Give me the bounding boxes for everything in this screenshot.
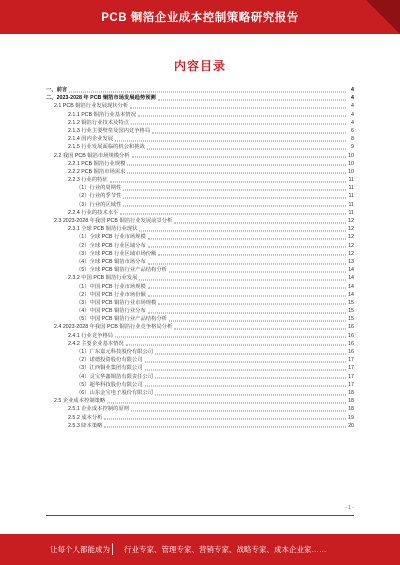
toc-leader-dots [174,222,346,223]
toc-entry[interactable] [46,364,354,372]
toc-entry-page: 18 [348,406,354,413]
toc-entry-page: 10 [348,168,354,175]
toc-entry[interactable] [46,250,354,258]
toc-leader-dots [155,353,346,354]
toc-entry-page: 4 [351,119,354,126]
toc-entry[interactable] [46,184,354,192]
toc-leader-dots [148,312,346,313]
toc-entry-label: 2.2 我国 PCB 铜箔市场规模分析 [54,152,130,159]
toc-entry[interactable] [46,176,354,184]
toc-entry-page: 16 [348,340,354,347]
toc-entry[interactable] [46,233,354,241]
toc-entry[interactable] [46,135,354,143]
toc-entry[interactable] [46,414,354,422]
toc-entry-page: 16 [348,324,354,331]
toc-leader-dots [169,271,346,272]
toc-entry[interactable] [46,356,354,364]
toc-entry[interactable] [46,119,354,127]
toc-leader-dots [147,148,346,149]
toc-leader-dots [148,263,346,264]
toc-entry-page: 10 [348,152,354,159]
toc-entry[interactable] [46,168,354,176]
toc-leader-dots [169,320,346,321]
toc-entry-label: 2.2.1 PCB 铜箔行业规模 [68,160,126,167]
toc-entry-page: 15 [348,299,354,306]
footer-slogan-right: 行业专家、管理专家、营销专家、战略专家、成本企业家…… [124,545,327,554]
toc-leader-dots [145,369,346,370]
toc-entry-label: 2.2.4 行业的技术水平 [68,209,119,216]
toc-entry-label: 2.5.3 降本策略 [68,422,103,429]
toc-entry-page: 11 [348,177,354,184]
toc-entry-label: 2.1.1 PCB 铜箔行业基本情况 [68,111,136,118]
toc-entry-page: 16 [348,349,354,355]
toc-entry-label: 2.4 2023-2028 年我国 PCB 铜箔行业竞争格局分析 [54,324,173,331]
toc-entry-page: 4 [351,103,354,110]
toc-leader-dots [120,214,346,215]
toc-entry-label: （2）行业的季节性 [76,193,122,200]
footer-divider [46,515,354,516]
toc-entry-label: （3）江西铜业集团有限公司 [76,365,143,372]
toc-entry-page: 19 [348,414,354,421]
toc-entry[interactable] [46,283,354,291]
toc-leader-dots [148,247,346,248]
toc-entry-label: 2.5.2 成本分析 [68,414,103,421]
toc-entry-page: 8 [351,136,354,143]
toc-entry-page: 17 [348,365,354,372]
toc-entry-page: 4 [351,95,354,102]
toc-entry-label: 2.1 PCB 铜箔行业发展现状分析 [54,103,129,110]
toc-entry-label: （3）全球 PCB 行业区域市场份额 [76,250,157,257]
toc-entry-page: 17 [348,373,354,380]
toc-entry-page: 12 [348,250,354,257]
footer-slogan-left: 让每个人都能成为 [50,545,110,554]
toc-entry[interactable] [46,381,354,389]
toc-entry-label: （4）全球 PCB 铜箔市场分布 [76,258,146,265]
toc-leader-dots [158,99,346,100]
toc-entry-page: 11 [348,185,354,192]
toc-leader-dots [115,337,346,338]
toc-entry-label: （1）行业的周期性 [76,185,122,192]
footer-separator [112,543,113,555]
toc-entry[interactable] [46,86,354,94]
report-title: PCB 铜箔企业成本控制策略研究报告 [101,12,299,24]
toc-leader-dots [145,361,346,362]
table-of-contents [46,86,354,430]
toc-entry-label: 2.3.2 中国 PCB 铜箔行业发展 [68,275,138,282]
toc-entry-page: 9 [351,144,354,151]
toc-entry[interactable] [46,348,354,356]
toc-entry[interactable] [46,266,354,274]
toc-entry-page: 17 [348,381,354,388]
toc-leader-dots [148,296,346,297]
toc-entry-page: 11 [348,193,354,200]
toc-leader-dots [148,238,346,239]
toc-leader-dots [132,157,346,158]
toc-entry-page: 15 [348,308,354,315]
toc-entry-page: 14 [348,291,354,298]
toc-entry-label: 2.4.1 行业竞争格局 [68,332,114,339]
toc-entry-label: （6）山东金宝电子股份有限公司 [76,389,154,396]
toc-leader-dots [130,107,346,108]
toc-leader-dots [69,91,346,92]
toc-entry-page: 12 [348,242,354,249]
toc-entry-label: （2）中国 PCB 行业市场份额 [76,291,146,298]
toc-entry[interactable] [46,111,354,119]
toc-entry-label: 2.1.2 铜箔行业技术及特点 [68,119,129,126]
toc-entry[interactable] [46,192,354,200]
toc-leader-dots [158,304,346,305]
toc-entry-label: 2.1.3 行业主要壁垒及国内竞争格局 [68,127,151,134]
toc-entry-page: 6 [351,127,354,134]
toc-entry[interactable] [46,143,354,151]
toc-entry[interactable] [46,299,354,307]
toc-entry[interactable] [46,209,354,217]
toc-entry-page: 12 [348,226,354,233]
toc-entry-label: （4）中国 PCB 铜箔行业分布 [76,308,146,315]
toc-entry-label: 二、2023-2028 年 PCB 铜箔市场发展趋势预测 [46,95,156,102]
toc-entry-page: 10 [348,160,354,167]
toc-leader-dots [104,427,346,428]
toc-entry-page: 15 [348,316,354,323]
toc-entry-page: 14 [348,267,354,274]
toc-entry-page: 14 [348,283,354,290]
toc-entry[interactable] [46,323,354,331]
toc-leader-dots [148,288,346,289]
toc-leader-dots [127,165,346,166]
toc-entry-label: 2.3.1 全球 PCB 铜箔行业现状 [68,226,138,233]
toc-entry[interactable] [46,242,354,250]
toc-entry-label: 2.2.2 PCB 铜箔市场需求 [68,168,126,175]
toc-leader-dots [126,345,346,346]
toc-entry[interactable] [46,94,354,102]
toc-entry-label: （1）广东嘉元科技股份有限公司 [76,349,154,355]
toc-entry[interactable] [46,422,354,430]
toc-entry-label: 2.4.2 主要企业基本情况 [68,340,124,347]
toc-entry-page: 13 [348,258,354,265]
toc-entry-page: 18 [348,389,354,396]
toc-entry[interactable] [46,332,354,340]
toc-entry[interactable] [46,291,354,299]
toc-entry[interactable] [46,102,354,110]
toc-entry-page: 14 [348,275,354,282]
toc-leader-dots [152,132,346,133]
toc-entry[interactable] [46,201,354,209]
toc-entry[interactable] [46,373,354,381]
toc-entry-label: （1）中国 PCB 行业市场规模 [76,283,146,290]
report-header [0,0,400,34]
toc-leader-dots [145,386,346,387]
toc-entry-label: （1）全球 PCB 行业市场规模 [76,234,146,241]
toc-entry-label: 2.5.1 企业成本控制的原则 [68,406,129,413]
toc-entry-label: 一、前言 [46,87,68,93]
toc-leader-dots [123,206,346,207]
toc-leader-dots [115,140,346,141]
toc-entry-label: （5）全球 PCB 铜箔行业产品结构分析 [76,267,167,274]
toc-entry-page: 11 [348,201,354,208]
toc-entry-page: 12 [348,218,354,224]
toc-entry-label: 2.1.5 行业发展面临的机会和挑战 [68,144,145,151]
toc-leader-dots [158,255,346,256]
toc-leader-dots [110,181,346,182]
toc-entry-label: （3）中国 PCB 铜箔行业市场规模 [76,299,157,306]
toc-leader-dots [107,402,346,403]
toc-entry[interactable] [46,160,354,168]
toc-entry[interactable] [46,225,354,233]
toc-leader-dots [174,329,346,330]
toc-entry-label: （4）灵宝华鑫铜箔有限责任公司 [76,373,154,380]
toc-entry-label: （2）全球 PCB 行业区域分布 [76,242,146,249]
toc-entry-page: 16 [348,332,354,339]
toc-leader-dots [139,230,346,231]
toc-leader-dots [123,198,346,199]
toc-entry-page: 4 [351,111,354,118]
toc-entry[interactable] [46,315,354,323]
toc-entry[interactable] [46,217,354,225]
toc-leader-dots [131,410,346,411]
toc-leader-dots [155,394,346,395]
toc-entry-label: 2.5 企业成本控制策略 [54,398,106,405]
toc-entry[interactable] [46,389,354,397]
toc-entry[interactable] [46,307,354,315]
toc-entry[interactable] [46,258,354,266]
toc-entry[interactable] [46,127,354,135]
toc-entry[interactable] [46,397,354,405]
toc-leader-dots [127,173,346,174]
toc-entry-label: 2.2.3 行业的特征 [68,177,108,184]
toc-entry-label: （2）诺德投资股份有限公司 [76,357,143,364]
toc-heading: 内容目录 [173,59,226,73]
toc-leader-dots [155,378,346,379]
toc-leader-dots [104,419,346,420]
toc-entry-label: （5）中国 PCB 铜箔行业产品结构分析 [76,316,167,323]
toc-entry-page: 17 [348,357,354,364]
toc-entry-page: 12 [348,234,354,241]
toc-entry-label: （5）超华科技股份有限公司 [76,381,143,388]
toc-entry[interactable] [46,340,354,348]
toc-leader-dots [139,279,346,280]
toc-entry[interactable] [46,405,354,413]
toc-entry[interactable] [46,274,354,282]
toc-entry-page: 11 [348,209,354,216]
toc-leader-dots [138,116,346,117]
toc-entry-page: 18 [348,398,354,405]
toc-entry-label: 2.1.4 国内企业发展 [68,136,114,143]
toc-entry-label: 2.3 2023-2028 年我国 PCB 铜箔行业发展前景分析 [54,218,173,224]
toc-entry[interactable] [46,152,354,160]
page-number: - 1 - [345,505,354,511]
toc-leader-dots [123,189,346,190]
report-footer [0,534,400,565]
toc-entry-label: （3）行业的区域性 [76,201,122,208]
toc-entry-page: 4 [351,87,354,93]
toc-leader-dots [131,124,346,125]
toc-entry-page: 20 [348,422,354,429]
